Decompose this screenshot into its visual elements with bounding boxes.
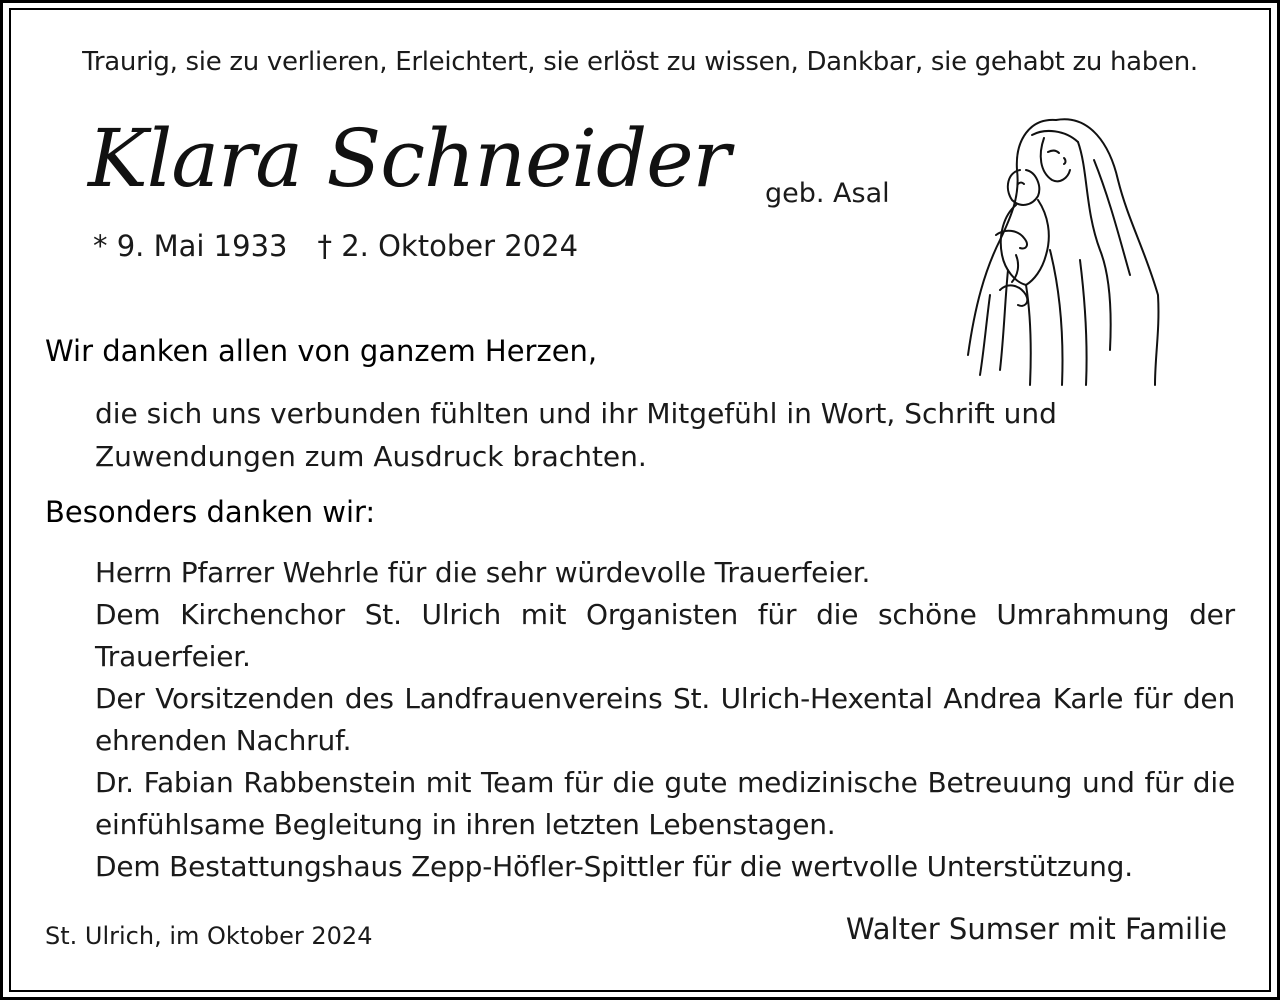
thanks-item: Dem Kirchenchor St. Ulrich mit Organisten für die schöne Umrahmung der Trauerfeier.: [95, 598, 1235, 673]
thanks-text: die sich uns verbunden fühlten und ihr Mitgefühl in Wort, Schrift und Zuwendungen zum Ausdruck brachten.: [95, 397, 1057, 473]
deceased-name: Klara Schneider: [88, 112, 730, 205]
signature: Walter Sumser mit Familie: [845, 912, 1227, 946]
life-dates: [93, 229, 578, 263]
thanks-item: Dr. Fabian Rabbenstein mit Team für die gute medizinische Betreuung und für die einfühlsame Begleitung in ihren letzten Lebenstagen.: [95, 766, 1235, 841]
maiden-name: geb. Asal: [765, 178, 890, 209]
motto-line: Traurig, sie zu verlieren, Erleichtert, sie erlöst zu wissen, Dankbar, sie gehabt zu haben.: [82, 47, 1198, 77]
thanks-item: Dem Bestattungshaus Zepp-Höfler-Spittler für die wertvolle Unterstützung.: [95, 850, 1133, 883]
thanks-item: Herrn Pfarrer Wehrle für die sehr würdevolle Trauerfeier.: [95, 556, 871, 589]
place-date: St. Ulrich, im Oktober 2024: [45, 922, 373, 950]
special-thanks-heading: Besonders danken wir:: [45, 495, 376, 529]
birth-date: * 9. Mai 1933: [93, 229, 288, 263]
thanks-item: Der Vorsitzenden des Landfrauenvereins St. Ulrich-Hexental Andrea Karle für den ehrenden Nachruf.: [95, 682, 1235, 757]
death-date: † 2. Oktober 2024: [317, 229, 579, 263]
thanks-heading: Wir danken allen von ganzem Herzen,: [45, 334, 598, 368]
madonna-with-child-icon: [960, 100, 1170, 390]
special-thanks-list: [95, 552, 1235, 888]
